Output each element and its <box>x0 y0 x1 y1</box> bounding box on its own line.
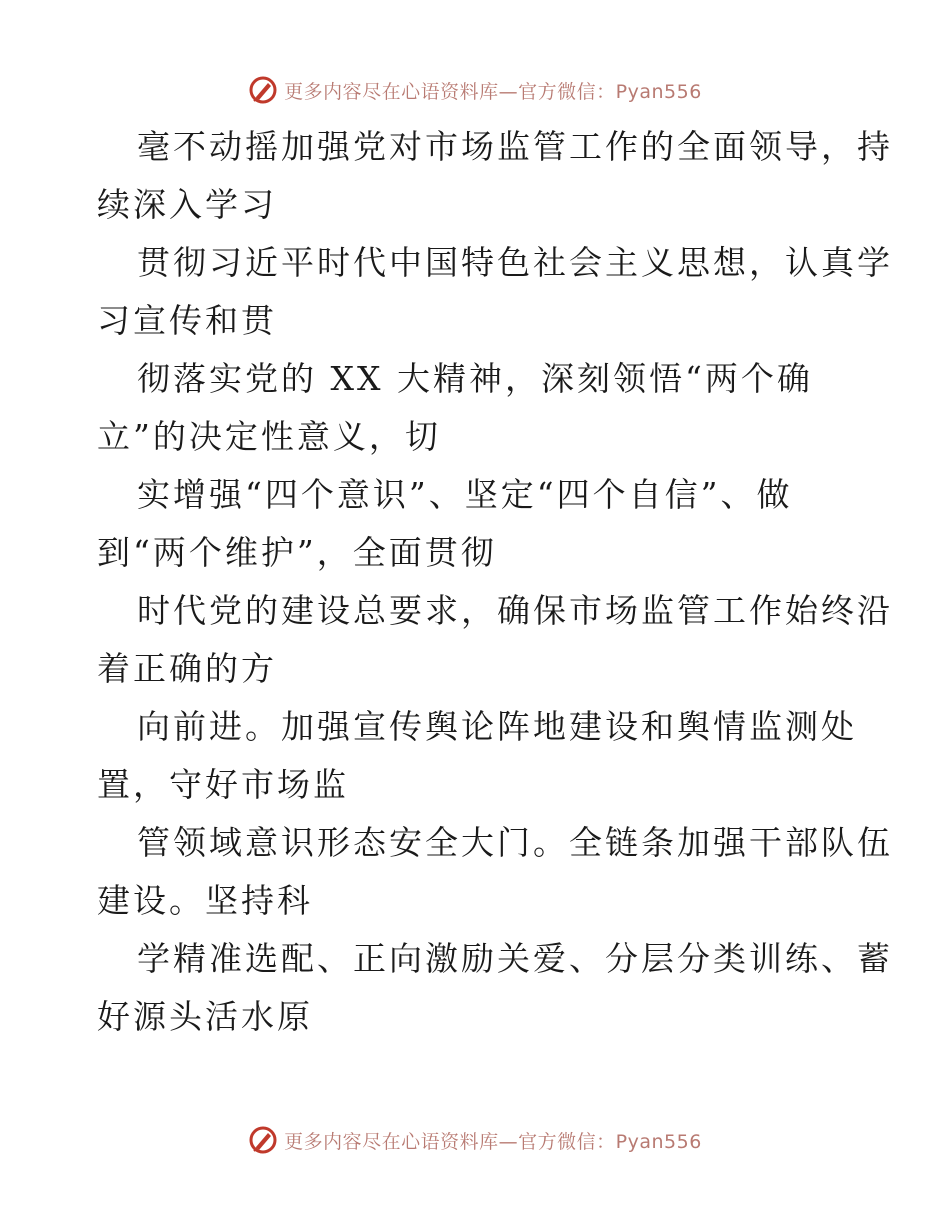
pen-swirl-logo-icon <box>248 1125 278 1155</box>
paragraph <box>97 930 893 1046</box>
paragraph <box>97 234 893 350</box>
paragraph <box>97 582 893 698</box>
paragraph-line: 习宣传和贯 <box>97 301 277 340</box>
paragraph-line: 实增强“四个意识”、坚定“四个自信”、做 <box>137 475 793 514</box>
paragraph-line: 着正确的方 <box>97 649 277 688</box>
paragraph <box>97 698 857 814</box>
paragraph-line: 贯彻习近平时代中国特色社会主义思想，认真学 <box>137 243 893 282</box>
document-body <box>97 118 893 1046</box>
paragraph-line: 置，守好市场监 <box>97 765 349 804</box>
paragraph-line: 建设。坚持科 <box>97 881 313 920</box>
watermark-text: 更多内容尽在心语资料库—官方微信：Pyan556 <box>284 80 702 103</box>
pen-swirl-logo-icon <box>248 75 278 105</box>
paragraph <box>97 814 893 930</box>
paragraph <box>97 118 893 234</box>
paragraph-line: 学精准选配、正向激励关爱、分层分类训练、蓄 <box>137 939 893 978</box>
header-watermark <box>0 70 950 110</box>
paragraph-line: 好源头活水原 <box>97 997 313 1036</box>
paragraph-line: 毫不动摇加强党对市场监管工作的全面领导，持 <box>137 127 893 166</box>
paragraph-line: 向前进。加强宣传舆论阵地建设和舆情监测处 <box>137 707 857 746</box>
watermark-text: 更多内容尽在心语资料库—官方微信：Pyan556 <box>284 1130 702 1153</box>
paragraph-line: 时代党的建设总要求，确保市场监管工作始终沿 <box>137 591 893 630</box>
paragraph-line: 管领域意识形态安全大门。全链条加强干部队伍 <box>137 823 893 862</box>
paragraph-line: 立”的决定性意义，切 <box>97 417 441 456</box>
paragraph-line: 续深入学习 <box>97 185 277 224</box>
paragraph <box>97 350 857 466</box>
paragraph-line: 到“两个维护”，全面贯彻 <box>97 533 497 572</box>
footer-watermark <box>0 1120 950 1160</box>
paragraph <box>97 466 857 582</box>
paragraph-line: 彻落实党的 XX 大精神，深刻领悟“两个确 <box>137 359 813 398</box>
